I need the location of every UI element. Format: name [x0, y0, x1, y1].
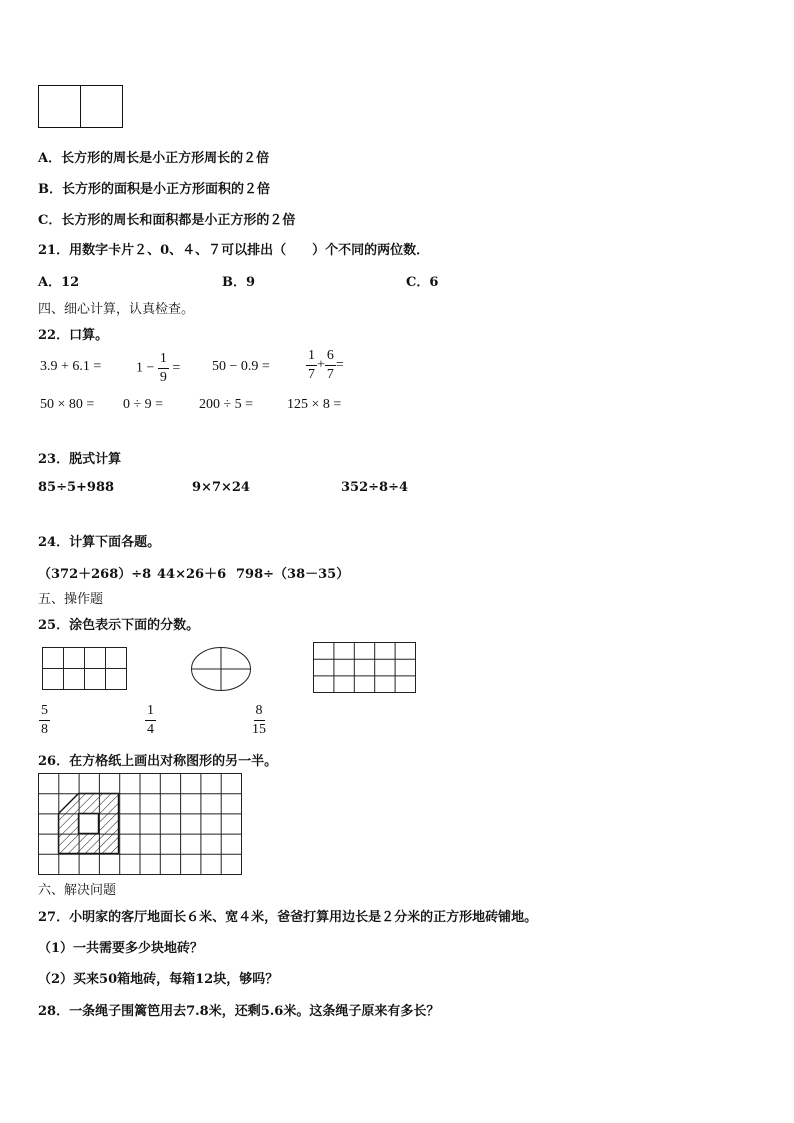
- q22-expr-2: 1 − $\frac{1}{9}$ =: [136, 351, 181, 385]
- section-5-heading: 五、操作题: [38, 592, 104, 607]
- rectangle-two-squares-figure: [38, 85, 124, 129]
- q22-expr-4: $\frac{1}{7}$ + $\frac{6}{7}$ =: [308, 348, 344, 382]
- q27-part-2: （2）买来50箱地砖，每箱12块，够吗？: [38, 972, 279, 987]
- q22-expr-5: 50 × 80 =: [40, 397, 95, 412]
- q25-fraction-5-8: $\frac{5}{8}$: [41, 703, 48, 737]
- q25-title: 25．涂色表示下面的分数。: [38, 618, 200, 633]
- q20-option-a: A．长方形的周长是小正方形周长的２倍: [38, 151, 270, 166]
- q23-expr-2: 9×7×24: [192, 480, 250, 495]
- q26-title: 26．在方格纸上画出对称图形的另一半。: [38, 754, 278, 769]
- q22-expr-8: 125 × 8 =: [287, 397, 342, 412]
- q24-expr-1: （372＋268）÷8: [38, 567, 152, 582]
- q20-option-b: B．长方形的面积是小正方形面积的２倍: [38, 182, 270, 197]
- q22-expr-1: 3.9 + 6.1 =: [40, 359, 102, 374]
- q20-option-c: C．长方形的周长和面积都是小正方形的２倍: [38, 213, 296, 228]
- q22-expr-3: 50 − 0.9 =: [212, 359, 270, 374]
- q23-expr-3: 352÷8÷4: [341, 480, 409, 495]
- grid-2x4-figure: [42, 647, 128, 691]
- q24-expr-2: 44×26＋6: [157, 567, 227, 582]
- section-4-heading: 四、细心计算，认真检查。: [38, 302, 195, 317]
- q22-expr-7: 200 ÷ 5 =: [199, 397, 254, 412]
- hatched-half-shape: [59, 794, 119, 854]
- q22-title: 22．口算。: [38, 328, 109, 343]
- q23-expr-1: 85÷5+988: [38, 480, 115, 495]
- q21-option-a: A．12: [38, 275, 80, 290]
- grid-3x5-figure: [313, 642, 417, 694]
- q27-stem: 27．小明家的客厅地面长６米、宽４米，爸爸打算用边长是２分米的正方形地砖铺地。: [38, 910, 538, 925]
- q23-title: 23．脱式计算: [38, 452, 122, 467]
- q24-title: 24．计算下面各题。: [38, 535, 161, 550]
- q21-stem: 21．用数字卡片２、0、４、７可以排出（ ）个不同的两位数．: [38, 243, 430, 258]
- q28-stem: 28．一条绳子围篱笆用去7.8米，还剩5.6米。这条绳子原来有多长？: [38, 1004, 440, 1019]
- symmetry-grid-figure: [38, 773, 244, 876]
- q21-option-b: B．9: [222, 275, 256, 290]
- q24-expr-3: 798÷（38－35）: [236, 567, 350, 582]
- section-6-heading: 六、解决问题: [38, 883, 117, 898]
- q21-option-c: C．6: [406, 275, 439, 290]
- q27-part-1: （1）一共需要多少块地砖？: [38, 941, 204, 956]
- ellipse-quarters-figure: [190, 646, 252, 692]
- q22-expr-6: 0 ÷ 9 =: [123, 397, 164, 412]
- q25-fraction-1-4: $\frac{1}{4}$: [147, 703, 154, 737]
- q25-fraction-8-15: $\frac{8}{15}$: [252, 703, 266, 737]
